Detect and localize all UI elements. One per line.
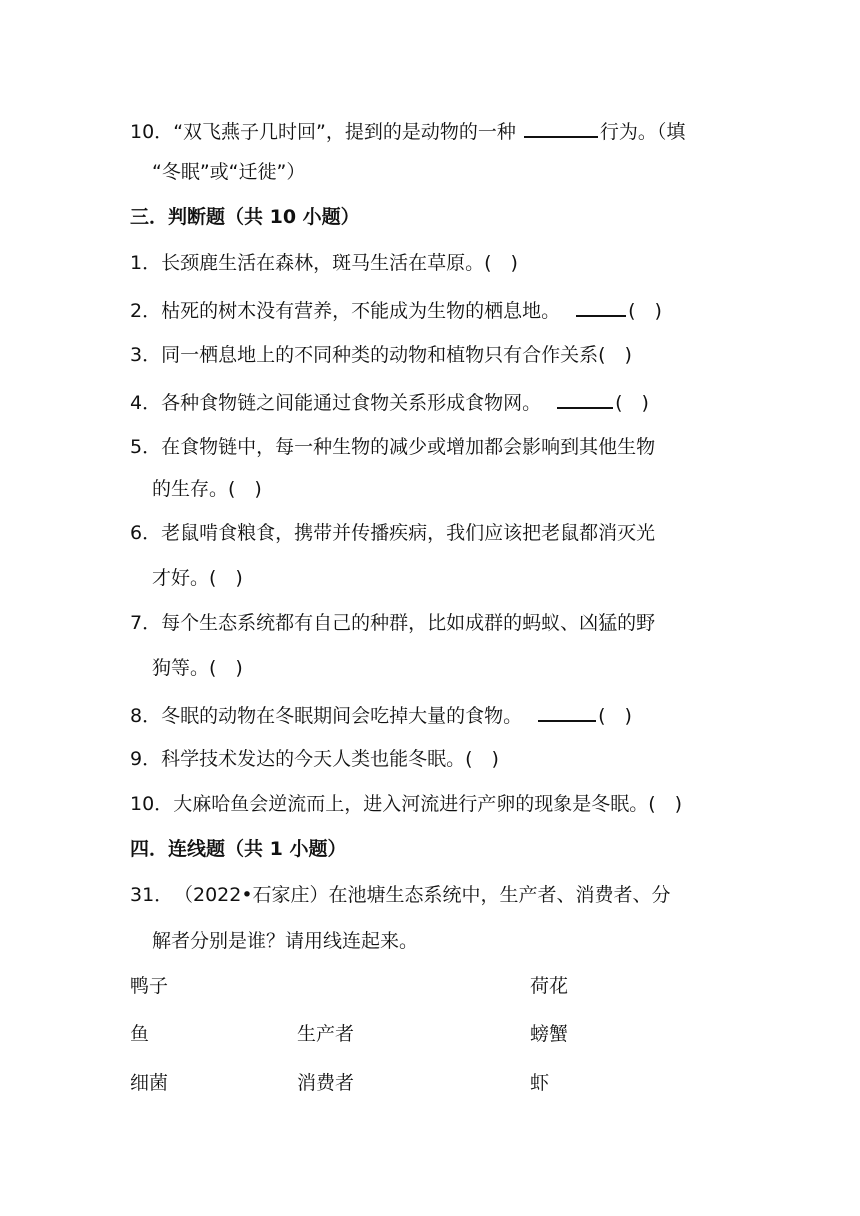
judgement-question-7-continued: 狗等。( ) [152,657,243,679]
match-right-item[interactable]: 螃蟹 [530,1023,569,1045]
question-number: 9． [130,748,162,770]
judgement-question-5-continued: 的生存。( ) [152,478,262,500]
question-text: 每个生态系统都有自己的种群，比如成群的蚂蚁、凶猛的野 [161,612,656,634]
answer-blank[interactable] [524,118,598,138]
question-text: “双飞燕子几时回”，提到的是动物的一种 [173,121,522,143]
fill-question-10 [130,118,685,144]
answer-blank[interactable] [538,702,596,722]
question-text-after: 行为。（填 [599,121,686,143]
matching-question-31 [130,883,671,907]
question-number: 31． [130,884,174,906]
judgement-question-10 [130,792,682,816]
question-number: 5． [130,436,162,458]
judgement-question-2 [130,297,662,323]
question-number: 3． [130,344,162,366]
section-heading-judgement: 三．判断题（共 10 小题） [130,206,360,228]
match-left-item[interactable]: 细菌 [130,1072,169,1094]
question-text: （2022•石家庄）在池塘生态系统中，生产者、消费者、分 [174,884,671,906]
question-text: 各种食物链之间能通过食物关系形成食物网。 [161,392,542,414]
judgement-question-8 [130,702,632,728]
section-heading-matching: 四．连线题（共 1 小题） [130,838,347,860]
match-right-item[interactable]: 虾 [530,1072,550,1094]
answer-blank[interactable] [557,389,613,409]
question-number: 6． [130,522,162,544]
judgement-question-5 [130,435,655,459]
question-number: 10． [130,121,174,143]
judgement-question-9 [130,747,499,771]
answer-parentheses: ( ) [628,300,662,322]
question-text: 科学技术发达的今天人类也能冬眠。( ) [161,748,499,770]
question-number: 7． [130,612,162,634]
judgement-question-7 [130,611,655,635]
question-text: 大麻哈鱼会逆流而上，进入河流进行产卵的现象是冬眠。( ) [173,793,683,815]
match-middle-item[interactable]: 生产者 [297,1023,355,1045]
question-text: 枯死的树木没有营养，不能成为生物的栖息地。 [161,300,561,322]
question-text: 老鼠啃食粮食，携带并传播疾病，我们应该把老鼠都消灭光 [161,522,656,544]
question-text: 在食物链中，每一种生物的减少或增加都会影响到其他生物 [161,436,656,458]
question-number: 4． [130,392,162,414]
judgement-question-1 [130,251,518,275]
question-text: 同一栖息地上的不同种类的动物和植物只有合作关系( ) [161,344,632,366]
match-right-item[interactable]: 荷花 [530,975,569,997]
answer-parentheses: ( ) [615,392,649,414]
judgement-question-3 [130,343,632,367]
answer-blank[interactable] [576,297,626,317]
question-number: 1． [130,252,162,274]
judgement-question-4 [130,389,649,415]
match-left-item[interactable]: 鱼 [130,1023,150,1045]
fill-question-10-continued: “冬眠”或“迁徙”） [152,161,306,183]
answer-parentheses: ( ) [598,705,632,727]
match-middle-item[interactable]: 消费者 [297,1072,355,1094]
question-number: 8． [130,705,162,727]
question-number: 2． [130,300,162,322]
matching-question-31-continued: 解者分别是谁？请用线连起来。 [152,930,419,952]
judgement-question-6-continued: 才好。( ) [152,567,243,589]
question-text: 长颈鹿生活在森林，斑马生活在草原。( ) [161,252,518,274]
match-left-item[interactable]: 鸭子 [130,975,169,997]
question-number: 10． [130,793,174,815]
question-text: 冬眠的动物在冬眠期间会吃掉大量的食物。 [161,705,523,727]
judgement-question-6 [130,521,655,545]
